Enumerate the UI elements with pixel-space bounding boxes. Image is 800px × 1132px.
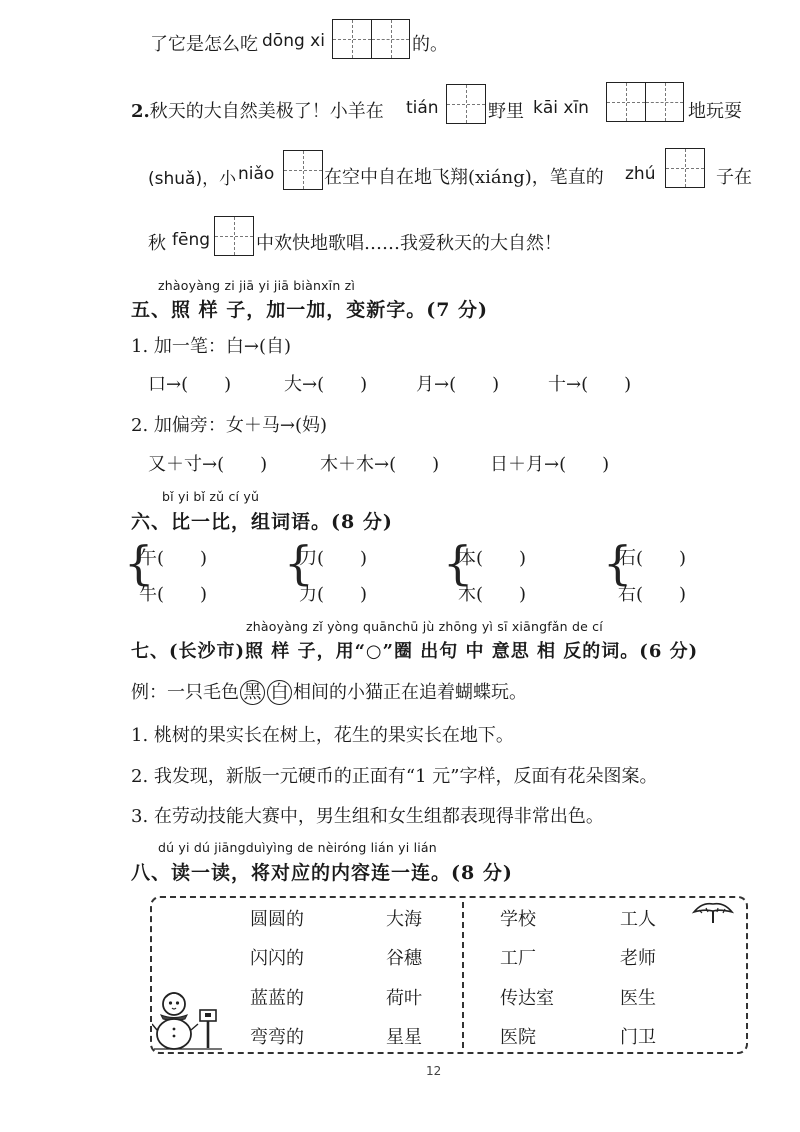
writing-box-tian[interactable]	[446, 84, 486, 124]
section7-item[interactable]: 1. 桃树的果实长在树上，花生的果实长在地下。	[131, 725, 514, 746]
q2-line-end: 的。	[412, 34, 448, 55]
pair-top[interactable]: 本( )	[458, 548, 527, 569]
q2-item2-text2: 野里	[488, 101, 524, 122]
section7-item[interactable]: 2. 我发现，新版一元硬币的正面有“1 元”字样，反面有花朵图案。	[131, 766, 658, 787]
section7-example	[131, 678, 527, 705]
writing-box-niao[interactable]	[283, 150, 323, 190]
q2-line-start: 了它是怎么吃	[150, 34, 258, 55]
section7-item[interactable]: 3. 在劳动技能大赛中，男生组和女生组都表现得非常出色。	[131, 806, 604, 827]
match-left-noun[interactable]: 大海	[386, 909, 422, 930]
match-right-place[interactable]: 传达室	[500, 988, 554, 1009]
tree-icon	[690, 898, 736, 924]
section5-sub2-label: 2. 加偏旁：女＋马→(妈)	[131, 415, 328, 436]
matching-box	[150, 896, 748, 1054]
pair-top[interactable]: 石( )	[618, 548, 687, 569]
q2-item2-text4: 在空中自在地飞翔(xiáng)，笔直的	[324, 167, 604, 188]
page-number: 12	[426, 1064, 442, 1078]
pinyin-niao: niǎo	[238, 164, 275, 184]
brace-icon: {	[443, 536, 473, 590]
match-right-person[interactable]: 老师	[620, 948, 656, 969]
section5-sub1-item[interactable]: 十→( )	[548, 374, 632, 395]
section6-title: 六、比一比，组词语。(8 分)	[131, 511, 393, 533]
example-suffix: 相间的小猫正在追着蝴蝶玩。	[293, 682, 527, 703]
pinyin-dongxi: dōng xi	[262, 31, 325, 51]
section5-sub1-item[interactable]: 口→( )	[148, 374, 232, 395]
section5-title: 五、照 样 子，加一加，变新字。(7 分)	[131, 299, 489, 321]
pair-top[interactable]: 刀( )	[299, 548, 368, 569]
section5-pinyin: zhàoyàng zi jiā yi jiā biànxīn zì	[158, 278, 356, 293]
q2-item2-text1	[131, 97, 384, 123]
match-left-adjective[interactable]: 闪闪的	[250, 948, 304, 969]
section5-sub2-item[interactable]: 日＋月→( )	[490, 454, 610, 475]
match-right-person[interactable]: 门卫	[620, 1027, 656, 1048]
pair-bottom[interactable]: 木( )	[458, 584, 527, 605]
pinyin-tian: tián	[406, 98, 439, 118]
pair-top[interactable]: 午( )	[139, 548, 208, 569]
pinyin-kaixin: kāi xīn	[533, 98, 589, 118]
match-right-person[interactable]: 工人	[620, 909, 656, 930]
snowman-icon	[152, 986, 224, 1052]
brace-icon: {	[124, 536, 154, 590]
section8-title: 八、读一读，将对应的内容连一连。(8 分)	[131, 862, 513, 884]
pair-bottom[interactable]: 力( )	[299, 584, 368, 605]
section5-sub1-item[interactable]: 大→( )	[284, 374, 368, 395]
match-right-place[interactable]: 工厂	[500, 948, 536, 969]
pair-bottom[interactable]: 牛( )	[139, 584, 208, 605]
match-right-person[interactable]: 医生	[620, 988, 656, 1009]
q2-item2-number: 2.	[131, 101, 150, 122]
match-left-adjective[interactable]: 圆圆的	[250, 909, 304, 930]
q2-item2-text3: 地玩耍	[688, 101, 742, 122]
match-left-noun[interactable]: 荷叶	[386, 988, 422, 1009]
matching-divider	[462, 902, 464, 1048]
q2-item2-text6: 秋	[148, 233, 166, 254]
section5-sub1-item[interactable]: 月→( )	[416, 374, 500, 395]
brace-icon: {	[603, 536, 633, 590]
example-prefix: 例：一只毛色	[131, 682, 239, 703]
pinyin-zhu: zhú	[625, 164, 656, 184]
match-left-adjective[interactable]: 蓝蓝的	[250, 988, 304, 1009]
section5-sub1-label: 1. 加一笔：白→(自)	[131, 336, 292, 357]
pinyin-shua: (shuǎ)，小	[148, 169, 237, 189]
q2-item2-text5: 子在	[716, 167, 752, 188]
match-right-place[interactable]: 学校	[500, 909, 536, 930]
match-left-adjective[interactable]: 弯弯的	[250, 1027, 304, 1048]
pair-bottom[interactable]: 右( )	[618, 584, 687, 605]
match-right-place[interactable]: 医院	[500, 1027, 536, 1048]
pinyin-feng: fēng	[172, 230, 211, 250]
section7-title: 七、(长沙市)照 样 子，用“○”圈 出句 中 意思 相 反的词。(6 分)	[131, 641, 699, 662]
section7-pinyin: zhàoyàng zǐ yòng quānchū jù zhōng yì sī xiāngfǎn de cí	[246, 619, 603, 634]
circled-word: 黑	[240, 680, 265, 705]
writing-box-feng[interactable]	[214, 216, 254, 256]
section8-pinyin: dú yi dú jiāngduìyìng de nèiróng lián yi lián	[158, 840, 437, 855]
match-left-noun[interactable]: 星星	[386, 1027, 422, 1048]
q2-item2-sentence-start: 秋天的大自然美极了！小羊在	[149, 101, 384, 122]
writing-box-zhu[interactable]	[665, 148, 705, 188]
match-left-noun[interactable]: 谷穗	[386, 948, 422, 969]
writing-box-dongxi[interactable]	[332, 19, 410, 59]
section6-pinyin: bǐ yi bǐ zǔ cí yǔ	[162, 489, 260, 504]
q2-item2-text7: 中欢快地歌唱……我爱秋天的大自然！	[256, 233, 562, 254]
section5-sub2-item[interactable]: 又＋寸→( )	[148, 454, 268, 475]
section5-sub2-item[interactable]: 木＋木→( )	[320, 454, 440, 475]
brace-icon: {	[284, 536, 314, 590]
writing-box-kaixin[interactable]	[606, 82, 684, 122]
circled-word: 白	[267, 680, 292, 705]
